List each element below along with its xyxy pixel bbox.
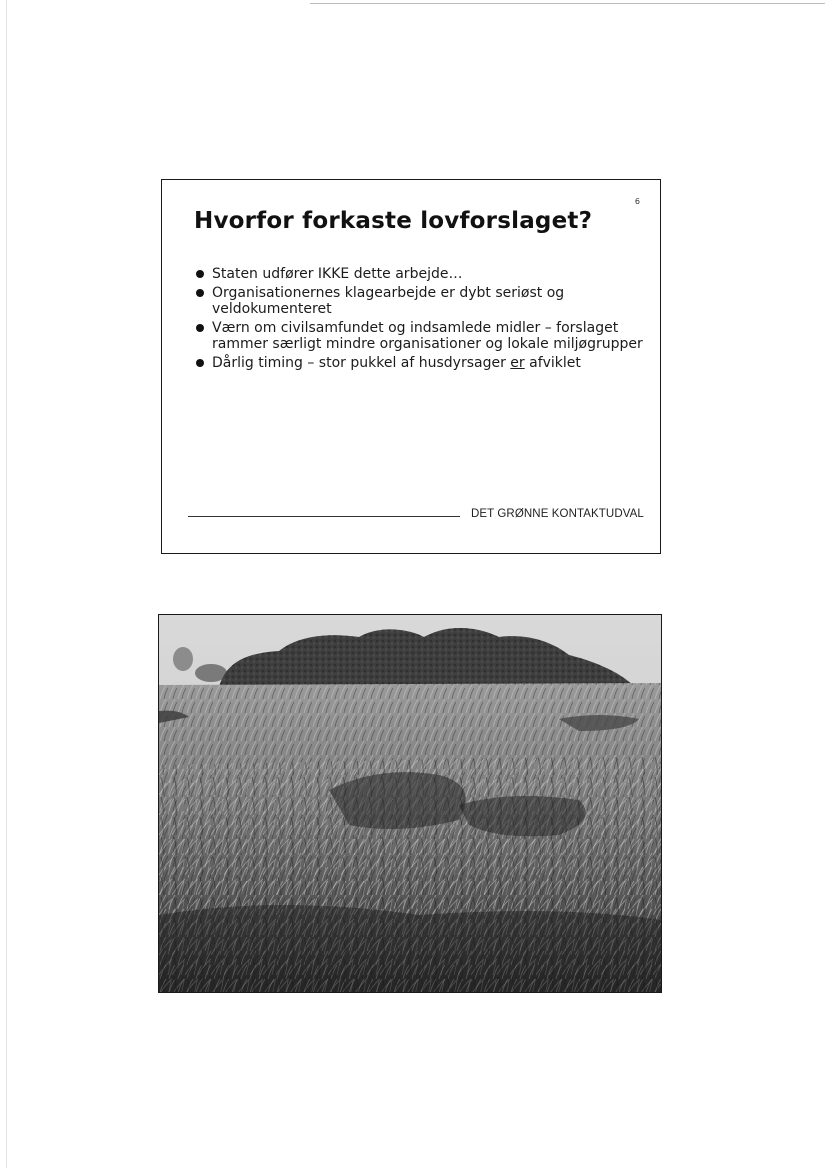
footer-organization: DET GRØNNE KONTAKTUDVAL <box>471 508 644 520</box>
bullet-text: Værn om civilsamfundet og indsamlede midler – forslaget rammer særligt mindre organisationer og lokale miljøgrupper <box>212 319 643 352</box>
bullet-text: Staten udfører IKKE dette arbejde… <box>212 266 463 282</box>
bullet-text: Dårlig timing – stor pukkel af husdyrsager <box>212 354 511 371</box>
page-edge-top <box>310 3 825 4</box>
slide <box>161 179 661 554</box>
bullet-item <box>194 320 644 353</box>
bullet-icon <box>196 324 204 332</box>
page-edge-left <box>6 0 7 1168</box>
bullet-text: afviklet <box>524 354 581 371</box>
slide-number: 6 <box>634 197 640 206</box>
slide-title: Hvorfor forkaste lovforslaget? <box>194 208 593 234</box>
bullet-icon <box>196 270 204 278</box>
field-photo-image <box>159 615 661 992</box>
bullet-text-underlined: er <box>510 354 525 371</box>
bullet-text: Organisationernes klagearbejde er dybt seriøst og veldokumenteret <box>212 284 565 317</box>
bullet-item <box>194 285 644 318</box>
bullet-list <box>194 266 644 373</box>
field-photo <box>158 614 662 993</box>
bullet-item <box>194 266 644 283</box>
footer-rule <box>188 516 460 517</box>
bullet-icon <box>196 359 204 367</box>
bullet-item <box>194 355 644 372</box>
bullet-icon <box>196 289 204 297</box>
